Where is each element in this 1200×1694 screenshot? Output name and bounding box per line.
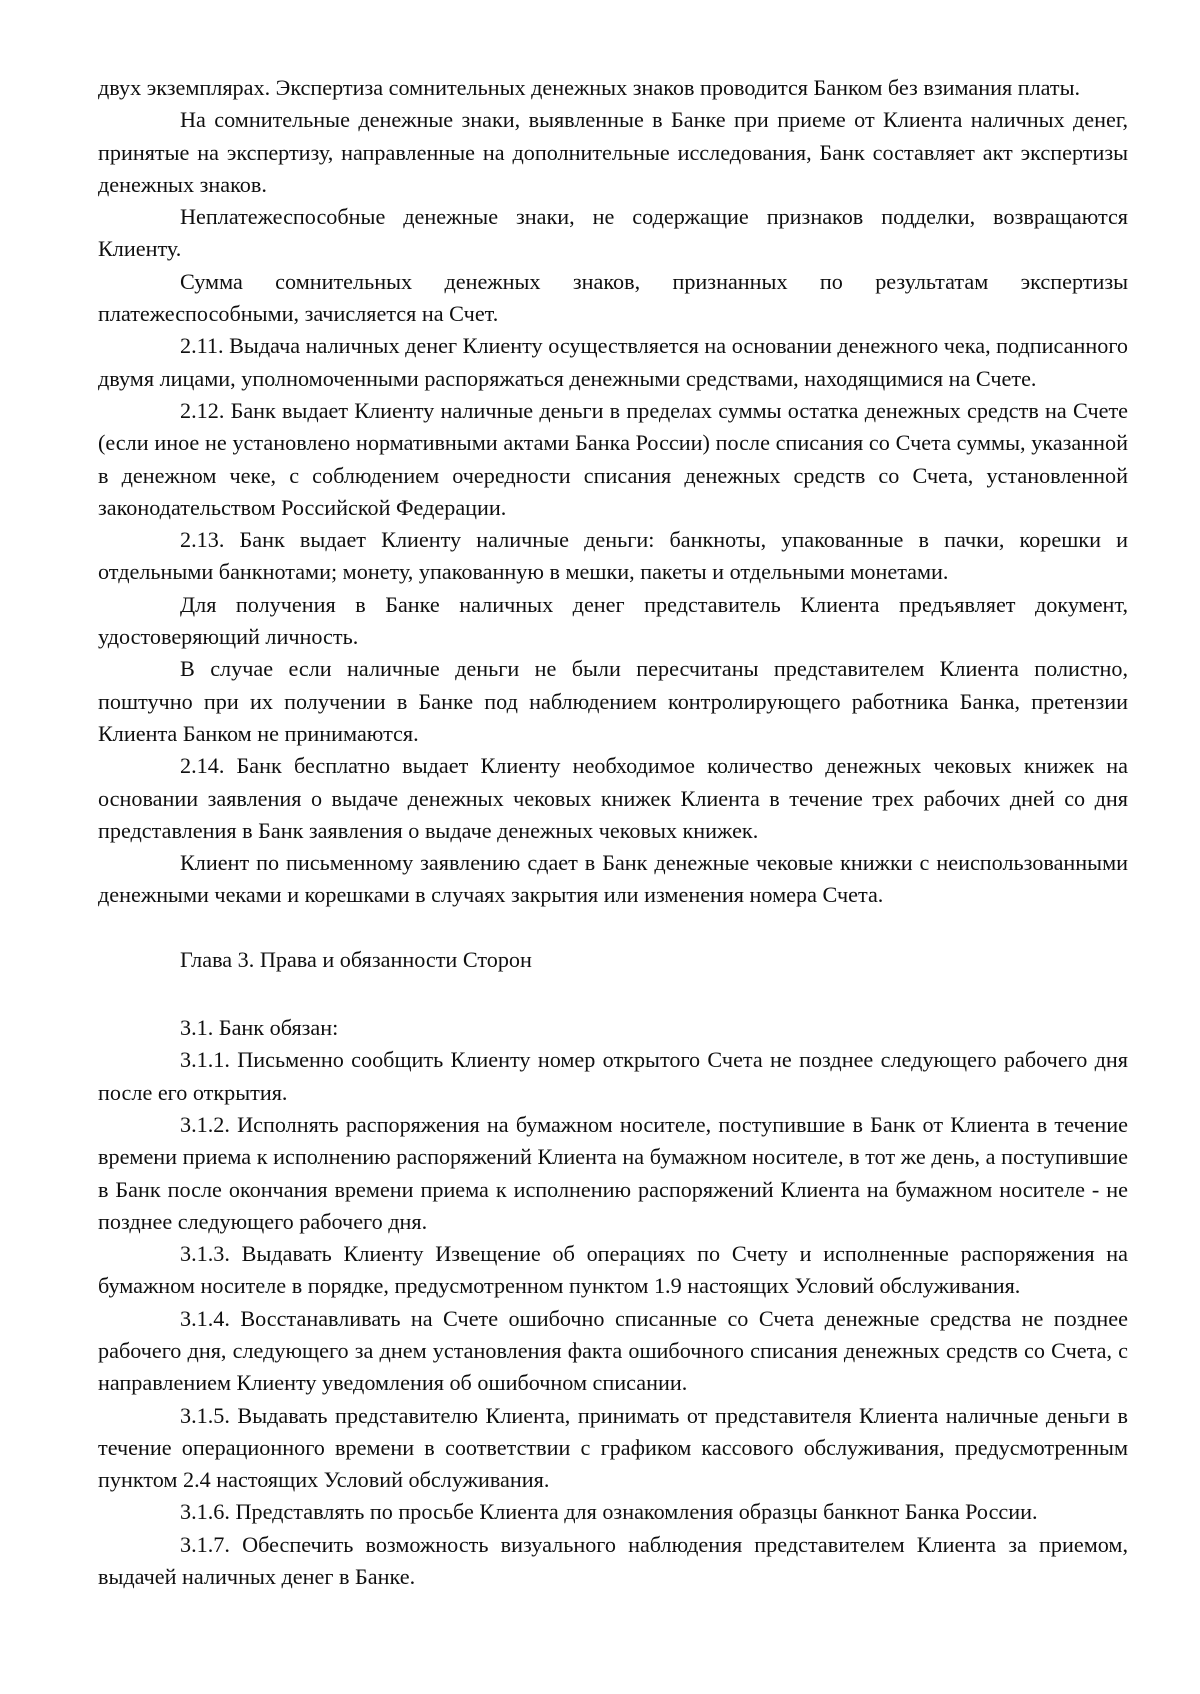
clause-2-12: 2.12. Банк выдает Клиенту наличные деньги в пределах суммы остатка денежных средств на Счете (если иное не установлено нормативными актами Банка России) после списания со Счета суммы, указанной в денежном чеке, с соблюдением очередности списания денежных средств со Счета, установленной законодательством Российской Федерации.: [98, 397, 1128, 520]
clause-3-1-4: 3.1.4. Восстанавливать на Счете ошибочно списанные со Счета денежные средства не позднее рабочего дня, следующего за днем установления факта ошибочного списания денежных средств со Счета, с направлением Клиенту уведомления об ошибочном списании.: [98, 1305, 1128, 1396]
paragraph-checkbooks-return: Клиент по письменному заявлению сдает в Банк денежные чековые книжки с неиспользованными денежными чеками и корешками в случаях закрытия или изменения номера Счета.: [98, 850, 1128, 908]
clause-2-13: 2.13. Банк выдает Клиенту наличные деньги: банкноты, упакованные в пачки, корешки и отдельными банкнотами; монету, упакованную в мешки, пакеты и отдельными монетами.: [98, 527, 1128, 585]
chapter-heading: Глава 3. Права и обязанности Сторон: [180, 946, 532, 972]
clause-3-1-1: 3.1.1. Письменно сообщить Клиенту номер открытого Счета не позднее следующего рабочего дня после его открытия.: [98, 1047, 1128, 1105]
clause-2-14: 2.14. Банк бесплатно выдает Клиенту необходимое количество денежных чековых книжек на основании заявления о выдаче денежных чековых книжек Клиента в течение трех рабочих дней со дня представления в Банк заявления о выдаче денежных чековых книжек.: [98, 753, 1128, 843]
paragraph-claims: В случае если наличные деньги не были пересчитаны представителем Клиента полистно, поштучно при их получении в Банке под наблюдением контролирующего работника Банка, претензии Клиента Банком не принимаются.: [98, 656, 1128, 746]
clause-3-1-3: 3.1.3. Выдавать Клиенту Извещение об операциях по Счету и исполненные распоряжения на бумажном носителе в порядке, предусмотренном пунктом 1.9 настоящих Условий обслуживания.: [98, 1241, 1128, 1299]
paragraph-suspicious-sum: Сумма сомнительных денежных знаков, признанных по результатам экспертизы платежеспособными, зачисляется на Счет.: [98, 268, 1128, 327]
clause-3-1-2: 3.1.2. Исполнять распоряжения на бумажном носителе, поступившие в Банк от Клиента в течение времени приема к исполнению распоряжений Клиента на бумажном носителе, в тот же день, а поступившие в Банк после окончания времени приема к исполнению распоряжений Клиента на бумажном носителе - не позднее следующего рабочего дня.: [98, 1111, 1128, 1234]
paragraph-insolvent-notes: Неплатежеспособные денежные знаки, не содержащие признаков подделки, возвращаются Клиенту.: [98, 204, 1128, 262]
paragraph-identity-document: Для получения в Банке наличных денег представитель Клиента предъявляет документ, удостоверяющий личность.: [98, 591, 1128, 650]
clause-2-11: 2.11. Выдача наличных денег Клиенту осуществляется на основании денежного чека, подписанного двумя лицами, уполномоченными распоряжаться денежными средствами, находящимися на Счете.: [98, 333, 1128, 391]
clause-3-1-7: 3.1.7. Обеспечить возможность визуального наблюдения представителем Клиента за приемом, выдачей наличных денег в Банке.: [98, 1531, 1128, 1590]
clause-3-1-6: 3.1.6. Представлять по просьбе Клиента для ознакомления образцы банкнот Банка России.: [180, 1499, 1038, 1525]
document-page: [98, 72, 1128, 1593]
clause-3-1-5: 3.1.5. Выдавать представителю Клиента, принимать от представителя Клиента наличные деньги в течение операционного времени в соответствии с графиком кассового обслуживания, предусмотренным пунктом 2.4 настоящих Условий обслуживания.: [98, 1402, 1128, 1493]
paragraph-continuation: двух экземплярах. Экспертиза сомнительных денежных знаков проводится Банком без взимания платы.: [98, 75, 1081, 100]
paragraph-suspicious-notes-act: На сомнительные денежные знаки, выявленные в Банке при приеме от Клиента наличных денег, принятые на экспертизу, направленные на дополнительные исследования, Банк составляет акт экспертизы денежных знаков.: [98, 107, 1128, 197]
clause-3-1: 3.1. Банк обязан:: [180, 1015, 339, 1041]
